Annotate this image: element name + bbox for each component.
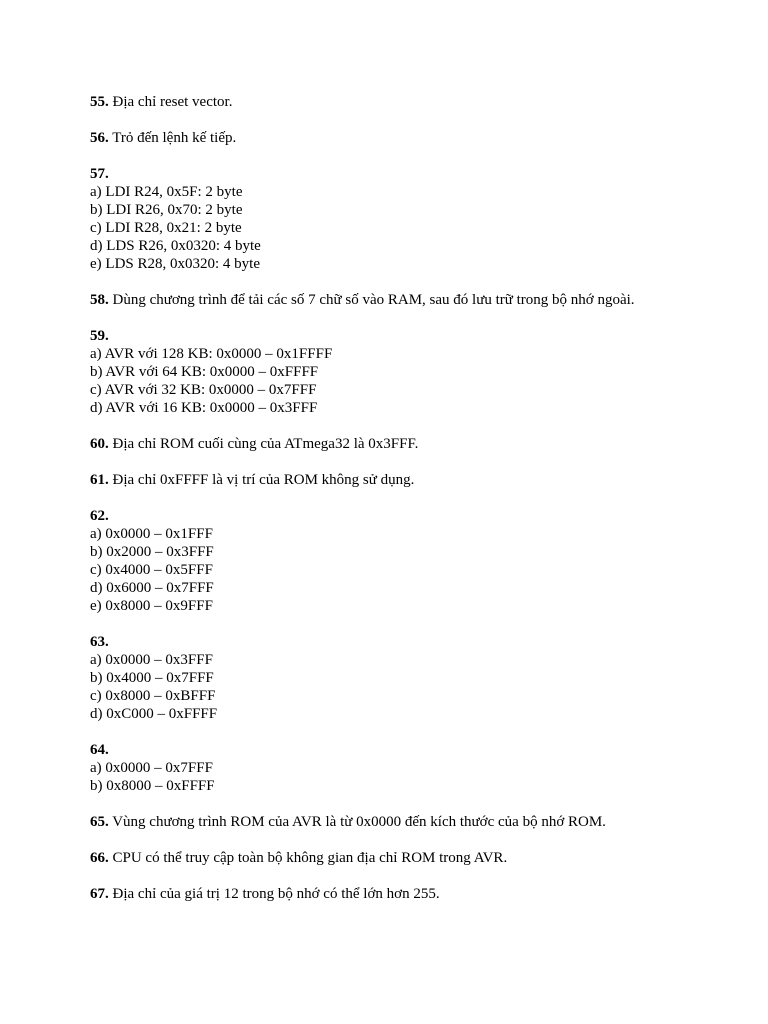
sub-answer-line: e) 0x8000 – 0x9FFF bbox=[90, 598, 213, 614]
answer-heading bbox=[90, 633, 730, 651]
answer-item bbox=[90, 813, 730, 831]
sub-answer-line: b) AVR với 64 KB: 0x0000 – 0xFFFF bbox=[90, 364, 319, 380]
sub-answer-line: b) LDI R26, 0x70: 2 byte bbox=[90, 202, 243, 218]
sub-answer-line: a) 0x0000 – 0x3FFF bbox=[90, 652, 213, 668]
answer-item bbox=[90, 507, 730, 615]
sub-answer-line: c) 0x4000 – 0x5FFF bbox=[90, 562, 213, 578]
answer-heading bbox=[90, 129, 730, 147]
question-number: 63. bbox=[90, 634, 109, 650]
document-page bbox=[90, 93, 730, 921]
answer-heading bbox=[90, 741, 730, 759]
question-number: 64. bbox=[90, 742, 109, 758]
sub-answer-line: c) AVR với 32 KB: 0x0000 – 0x7FFF bbox=[90, 382, 317, 398]
question-number: 61. bbox=[90, 472, 109, 488]
answer-list bbox=[90, 93, 730, 903]
answer-item bbox=[90, 129, 730, 147]
sub-answer-line: d) 0x6000 – 0x7FFF bbox=[90, 580, 214, 596]
question-number: 57. bbox=[90, 166, 109, 182]
answer-text: CPU có thể truy cập toàn bộ không gian địa chỉ ROM trong AVR. bbox=[108, 850, 508, 866]
sub-answer-line: a) 0x0000 – 0x1FFF bbox=[90, 526, 213, 542]
answer-item bbox=[90, 435, 730, 453]
question-number: 66. bbox=[90, 850, 109, 866]
answer-text: Dùng chương trình để tải các số 7 chữ số vào RAM, sau đó lưu trữ trong bộ nhớ ngoài. bbox=[108, 292, 635, 308]
question-number: 60. bbox=[90, 436, 109, 452]
question-number: 56. bbox=[90, 130, 109, 146]
answer-item bbox=[90, 633, 730, 723]
question-number: 58. bbox=[90, 292, 109, 308]
answer-heading bbox=[90, 327, 730, 345]
sub-answer-line: a) 0x0000 – 0x7FFF bbox=[90, 760, 213, 776]
answer-heading bbox=[90, 435, 730, 453]
answer-heading bbox=[90, 165, 730, 183]
answer-heading bbox=[90, 291, 730, 309]
sub-answer-line: a) AVR với 128 KB: 0x0000 – 0x1FFFF bbox=[90, 346, 333, 362]
sub-answer-line: d) LDS R26, 0x0320: 4 byte bbox=[90, 238, 261, 254]
answer-heading bbox=[90, 507, 730, 525]
answer-item bbox=[90, 327, 730, 417]
answer-text: Địa chỉ reset vector. bbox=[108, 94, 233, 110]
sub-answer-line: c) LDI R28, 0x21: 2 byte bbox=[90, 220, 242, 236]
answer-item bbox=[90, 93, 730, 111]
answer-item bbox=[90, 849, 730, 867]
answer-text: Địa chỉ ROM cuối cùng của ATmega32 là 0x3FFF. bbox=[108, 436, 419, 452]
answer-item bbox=[90, 291, 730, 309]
answer-heading bbox=[90, 471, 730, 489]
sub-answer-line: d) AVR với 16 KB: 0x0000 – 0x3FFF bbox=[90, 400, 318, 416]
answer-text: Vùng chương trình ROM của AVR là từ 0x0000 đến kích thước của bộ nhớ ROM. bbox=[108, 814, 606, 830]
sub-answer-line: b) 0x4000 – 0x7FFF bbox=[90, 670, 214, 686]
question-number: 62. bbox=[90, 508, 109, 524]
answer-text: Trỏ đến lệnh kế tiếp. bbox=[108, 130, 237, 146]
question-number: 67. bbox=[90, 886, 109, 902]
answer-item bbox=[90, 741, 730, 795]
answer-heading bbox=[90, 93, 730, 111]
answer-item bbox=[90, 471, 730, 489]
question-number: 55. bbox=[90, 94, 109, 110]
sub-answer-line: a) LDI R24, 0x5F: 2 byte bbox=[90, 184, 243, 200]
answer-text: Địa chỉ của giá trị 12 trong bộ nhớ có thể lớn hơn 255. bbox=[108, 886, 440, 902]
sub-answer-line: d) 0xC000 – 0xFFFF bbox=[90, 706, 218, 722]
sub-answer-line: c) 0x8000 – 0xBFFF bbox=[90, 688, 216, 704]
answer-text: Địa chỉ 0xFFFF là vị trí của ROM không sử dụng. bbox=[108, 472, 415, 488]
sub-answer-line: e) LDS R28, 0x0320: 4 byte bbox=[90, 256, 260, 272]
answer-heading bbox=[90, 849, 730, 867]
sub-answer-line: b) 0x8000 – 0xFFFF bbox=[90, 778, 215, 794]
answer-heading bbox=[90, 813, 730, 831]
sub-answer-line: b) 0x2000 – 0x3FFF bbox=[90, 544, 214, 560]
question-number: 65. bbox=[90, 814, 109, 830]
answer-heading bbox=[90, 885, 730, 903]
answer-item bbox=[90, 885, 730, 903]
question-number: 59. bbox=[90, 328, 109, 344]
answer-item bbox=[90, 165, 730, 273]
